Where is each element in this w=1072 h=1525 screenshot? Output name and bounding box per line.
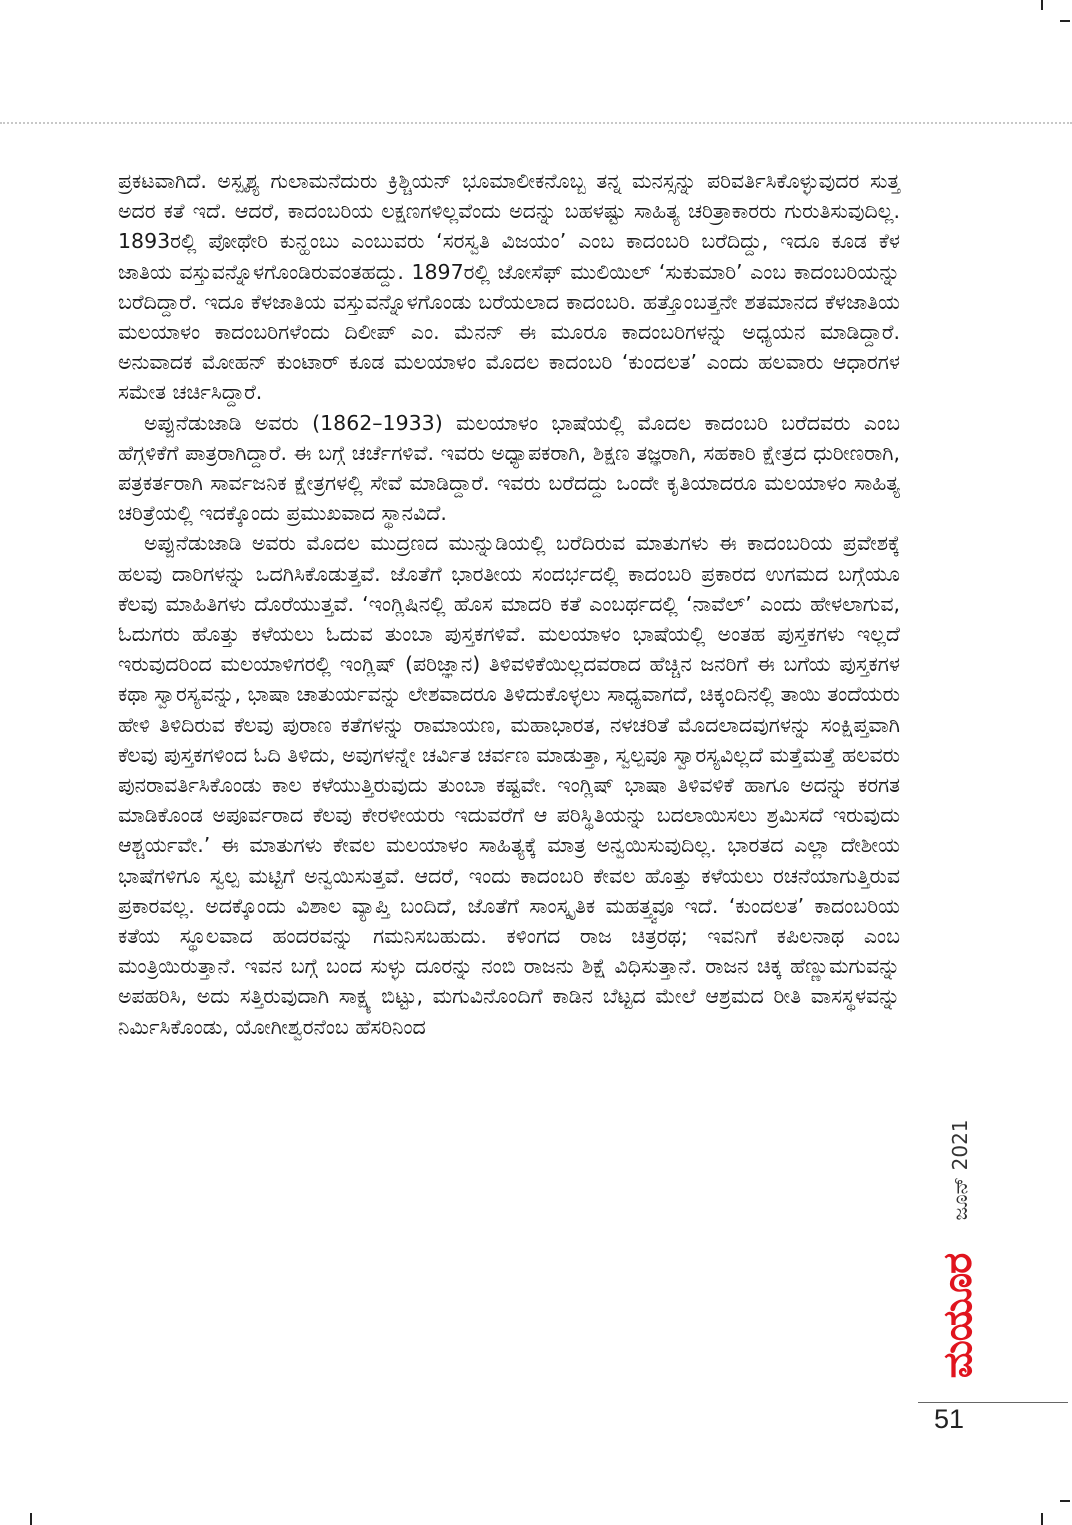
footer-rule [918,1402,1068,1403]
page-number: 51 [934,1404,965,1434]
issue-date-text: ಜೂನ್ 2021 [948,1119,972,1221]
crop-mark-top-right-tick [1060,20,1070,22]
paragraph: ಅಪ್ಪುನೆಡುಜಾಡಿ ಅವರು ಮೊದಲ ಮುದ್ರಣದ ಮುನ್ನುಡಿಯಲ್ಲಿ ಬರೆದಿರುವ ಮಾತುಗಳು ಈ ಕಾದಂಬರಿಯ ಪ್ರವೇಶಕ್ಕೆ ಹಲವು ದಾರಿಗಳನ್ನು ಒದಗಿಸಿಕೊಡುತ್ತವೆ. ಜೊತೆಗೆ ಭಾರತೀಯ ಸಂದರ್ಭದಲ್ಲಿ ಕಾದಂಬರಿ ಪ್ರಕಾರದ ಉಗಮದ ಬಗ್ಗೆಯೂ ಕೆಲವು ಮಾಹಿತಿಗಳು ದೊರೆಯುತ್ತವೆ. ‘ಇಂಗ್ಲಿಷಿನಲ್ಲಿ ಹೊಸ ಮಾದರಿ ಕತೆ ಎಂಬರ್ಥದಲ್ಲಿ ‘ನಾವೆಲ್’ ಎಂದು ಹೇಳಲಾಗುವ, ಓದುಗರು ಹೊತ್ತು ಕಳೆಯಲು ಓದುವ ತುಂಬಾ ಪುಸ್ತಕಗಳಿವೆ. ಮಲಯಾಳಂ ಭಾಷೆಯಲ್ಲಿ ಅಂತಹ ಪುಸ್ತಕಗಳು ಇಲ್ಲದೆ ಇರುವುದರಿಂದ ಮಲಯಾಳಿಗರಲ್ಲಿ ಇಂಗ್ಲಿಷ್ (ಪರಿಜ್ಞಾನ) ತಿಳಿವಳಿಕೆಯಿಲ್ಲದವರಾದ ಹೆಚ್ಚಿನ ಜನರಿಗೆ ಈ ಬಗೆಯ ಪುಸ್ತಕಗಳ ಕಥಾ ಸ್ವಾರಸ್ಯವನ್ನು, ಭಾಷಾ ಚಾತುರ್ಯವನ್ನು ಲೇಶವಾದರೂ ತಿಳಿದುಕೊಳ್ಳಲು ಸಾಧ್ಯವಾಗದೆ, ಚಿಕ್ಕಂದಿನಲ್ಲಿ ತಾಯಿ ತಂದೆಯರು ಹೇಳಿ ತಿಳಿದಿರುವ ಕೆಲವು ಪುರಾಣ ಕತೆಗಳನ್ನು ರಾಮಾಯಣ, ಮಹಾಭಾರತ, ನಳಚರಿತೆ ಮೊದಲಾದವುಗಳನ್ನು ಸಂಕ್ಷಿಪ್ತವಾಗಿ ಕೆಲವು ಪುಸ್ತಕಗಳಿಂದ ಓದಿ ತಿಳಿದು, ಅವುಗಳನ್ನೇ ಚರ್ವಿತ ಚರ್ವಣ ಮಾಡುತ್ತಾ, ಸ್ವಲ್ಪವೂ ಸ್ವಾರಸ್ಯವಿಲ್ಲದೆ ಮತ್ತೆಮತ್ತೆ ಹಲವರು ಪುನರಾವರ್ತಿಸಿಕೊಂಡು ಕಾಲ ಕಳೆಯುತ್ತಿರುವುದು ತುಂಬಾ ಕಷ್ಟವೇ. ಇಂಗ್ಲಿಷ್ ಭಾಷಾ ತಿಳಿವಳಿಕೆ ಹಾಗೂ ಅದನ್ನು ಕರಗತ ಮಾಡಿಕೊಂಡ ಅಪೂರ್ವರಾದ ಕೆಲವು ಕೇರಳೀಯರು ಇದುವರೆಗೆ ಆ ಪರಿಸ್ಥಿತಿಯನ್ನು ಬದಲಾಯಿಸಲು ಶ್ರಮಿಸದೆ ಇರುವುದು ಆಶ್ಚರ್ಯವೇ.’ ಈ ಮಾತುಗಳು ಕೇವಲ ಮಲಯಾಳಂ ಸಾಹಿತ್ಯಕ್ಕೆ ಮಾತ್ರ ಅನ್ವಯಿಸುವುದಿಲ್ಲ. ಭಾರತದ ಎಲ್ಲಾ ದೇಶೀಯ ಭಾಷೆಗಳಿಗೂ ಸ್ವಲ್ಪ ಮಟ್ಟಿಗೆ ಅನ್ವಯಿಸುತ್ತವೆ. ಆದರೆ, ಇಂದು ಕಾದಂಬರಿ ಕೇವಲ ಹೊತ್ತು ಕಳೆಯಲು ರಚನೆಯಾಗುತ್ತಿರುವ ಪ್ರಕಾರವಲ್ಲ. ಅದಕ್ಕೊಂದು ವಿಶಾಲ ವ್ಯಾಪ್ತಿ ಬಂದಿದೆ, ಜೊತೆಗೆ ಸಾಂಸ್ಕೃತಿಕ ಮಹತ್ತ್ವವೂ ಇದೆ. ‘ಕುಂದಲತ’ ಕಾದಂಬರಿಯ ಕತೆಯ ಸ್ಥೂಲವಾದ ಹಂದರವನ್ನು ಗಮನಿಸಬಹುದು. ಕಳಿಂಗದ ರಾಜ ಚಿತ್ರರಥ; ಇವನಿಗೆ ಕಪಿಲನಾಥ ಎಂಬ ಮಂತ್ರಿಯಿರುತ್ತಾನೆ. ಇವನ ಬಗ್ಗೆ ಬಂದ ಸುಳ್ಳು ದೂರನ್ನು ನಂಬಿ ರಾಜನು ಶಿಕ್ಷೆ ವಿಧಿಸುತ್ತಾನೆ. ರಾಜನ ಚಿಕ್ಕ ಹೆಣ್ಣುಮಗುವನ್ನು ಅಪಹರಿಸಿ, ಅದು ಸತ್ತಿರುವುದಾಗಿ ಸಾಕ್ಷ್ಯ ಬಿಟ್ಟು, ಮಗುವಿನೊಂದಿಗೆ ಕಾಡಿನ ಬೆಟ್ಟದ ಮೇಲೆ ಆಶ್ರಮದ ರೀತಿ ವಾಸಸ್ಥಳವನ್ನು ನಿರ್ಮಿಸಿಕೊಂಡು, ಯೋಗೀಶ್ವರನೆಂಬ ಹೆಸರಿನಿಂದ [118,531,900,1039]
crop-mark-bottom-left [30,1513,32,1525]
crop-mark-bottom-right [1041,1513,1043,1525]
article-body [118,166,900,1042]
header-dotted-rule [0,122,1072,124]
paragraph: ಪ್ರಕಟವಾಗಿದೆ. ಅಸ್ಪೃಶ್ಯ ಗುಲಾಮನೆದುರು ಕ್ರಿಶ್ಚಿಯನ್ ಭೂಮಾಲೀಕನೊಬ್ಬ ತನ್ನ ಮನಸ್ಸನ್ನು ಪರಿವರ್ತಿಸಿಕೊಳ್ಳುವುದರ ಸುತ್ತ ಅದರ ಕತೆ ಇದೆ. ಆದರೆ, ಕಾದಂಬರಿಯ ಲಕ್ಷಣಗಳಿಲ್ಲವೆಂದು ಅದನ್ನು ಬಹಳಷ್ಟು ಸಾಹಿತ್ಯ ಚರಿತ್ರಾಕಾರರು ಗುರುತಿಸುವುದಿಲ್ಲ. 1893ರಲ್ಲಿ ಪೋಥೇರಿ ಕುನ್ಹಂಬು ಎಂಬುವರು ‘ಸರಸ್ವತಿ ವಿಜಯಂ’ ಎಂಬ ಕಾದಂಬರಿ ಬರೆದಿದ್ದು, ಇದೂ ಕೂಡ ಕೆಳ ಜಾತಿಯ ವಸ್ತುವನ್ನೊಳಗೊಂಡಿರುವಂತಹದ್ದು. 1897ರಲ್ಲಿ ಜೋಸೆಫ್ ಮುಲಿಯಿಲ್ ‘ಸುಕುಮಾರಿ’ ಎಂಬ ಕಾದಂಬರಿಯನ್ನು ಬರೆದಿದ್ದಾರೆ. ಇದೂ ಕೆಳಜಾತಿಯ ವಸ್ತುವನ್ನೊಳಗೊಂಡು ಬರೆಯಲಾದ ಕಾದಂಬರಿ. ಹತ್ತೊಂಬತ್ತನೇ ಶತಮಾನದ ಕೆಳಜಾತಿಯ ಮಲಯಾಳಂ ಕಾದಂಬರಿಗಳೆಂದು ದಿಲೀಪ್ ಎಂ. ಮೆನನ್ ಈ ಮೂರೂ ಕಾದಂಬರಿಗಳನ್ನು ಅಧ್ಯಯನ ಮಾಡಿದ್ದಾರೆ. ಅನುವಾದಕ ಮೋಹನ್ ಕುಂಟಾರ್ ಕೂಡ ಮಲಯಾಳಂ ಮೊದಲ ಕಾದಂಬರಿ ‘ಕುಂದಲತ’ ಎಂದು ಹಲವಾರು ಆಧಾರಗಳ ಸಮೇತ ಚರ್ಚಿಸಿದ್ದಾರೆ. [118,169,900,405]
issue-date [938,1110,982,1230]
paragraph: ಅಪ್ಪುನೆಡುಜಾಡಿ ಅವರು (1862–1933) ಮಲಯಾಳಂ ಭಾಷೆಯಲ್ಲಿ ಮೊದಲ ಕಾದಂಬರಿ ಬರೆದವರು ಎಂಬ ಹೆಗ್ಗಳಿಕೆಗೆ ಪಾತ್ರರಾಗಿದ್ದಾರೆ. ಈ ಬಗ್ಗೆ ಚರ್ಚೆಗಳಿವೆ. ಇವರು ಅಧ್ಯಾಪಕರಾಗಿ, ಶಿಕ್ಷಣ ತಜ್ಞರಾಗಿ, ಸಹಕಾರಿ ಕ್ಷೇತ್ರದ ಧುರೀಣರಾಗಿ, ಪತ್ರಕರ್ತರಾಗಿ ಸಾರ್ವಜನಿಕ ಕ್ಷೇತ್ರಗಳಲ್ಲಿ ಸೇವೆ ಮಾಡಿದ್ದಾರೆ. ಇವರು ಬರೆದದ್ದು ಒಂದೇ ಕೃತಿಯಾದರೂ ಮಲಯಾಳಂ ಸಾಹಿತ್ಯ ಚರಿತ್ರೆಯಲ್ಲಿ ಇದಕ್ಕೊಂದು ಪ್ರಮುಖವಾದ ಸ್ಥಾನವಿದೆ. [118,410,900,526]
crop-mark-top-right [1041,0,1043,10]
crop-mark-bottom-right-tick [1060,1500,1070,1502]
magazine-logo-text: ಮಯೂರ [935,1253,981,1379]
magazine-logo [928,1238,988,1394]
